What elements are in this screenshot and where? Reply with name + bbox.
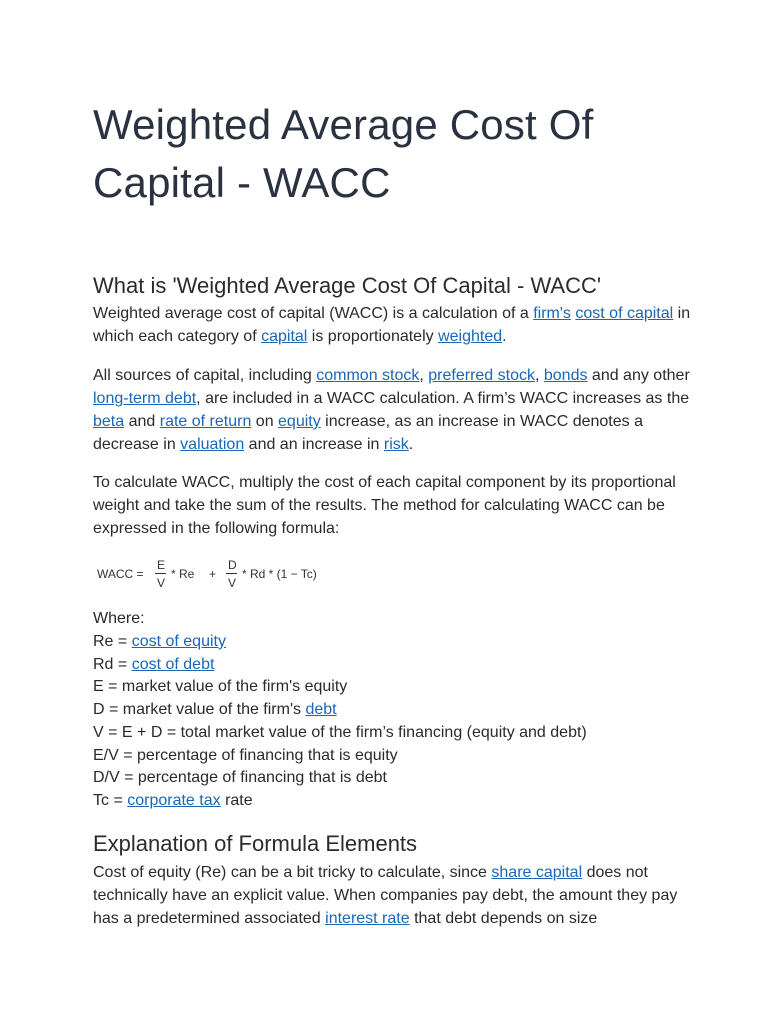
text-run: Tc =	[93, 792, 128, 809]
link-debt[interactable]: debt	[305, 701, 337, 718]
explanation-paragraph	[93, 861, 693, 930]
page-title: Weighted Average Cost Of Capital - WACC	[93, 101, 594, 206]
link-equity[interactable]: equity	[278, 413, 321, 430]
link-interest-rate[interactable]: interest rate	[325, 910, 410, 927]
text-run: Cost of equity (Re) can be a bit tricky to calculate, since	[93, 864, 492, 881]
section-heading-explanation: Explanation of Formula Elements	[93, 831, 418, 856]
text-run: , are included in a WACC calculation. A firm’s WACC increases as the	[196, 390, 690, 407]
link-cost-of-debt[interactable]: cost of debt	[131, 655, 215, 673]
def-rd	[93, 654, 693, 677]
sources-paragraph	[93, 364, 693, 456]
formula-plus: +	[209, 567, 217, 581]
text-run: on	[251, 413, 279, 430]
link-cost-of-equity[interactable]: cost of equity	[131, 632, 226, 650]
link-share-capital[interactable]: share capital	[491, 864, 583, 881]
calculation-paragraph: To calculate WACC, multiply the cost of each capital component by its proportional weight and take the sum of the results. The method for calculating WACC can be expressed in the following formula:	[93, 474, 676, 537]
text-run: in which each category of	[93, 305, 691, 345]
link-weighted[interactable]: weighted	[438, 328, 503, 345]
formula-d-numerator: D	[228, 558, 237, 572]
def-e: E = market value of the firm's equity	[93, 678, 348, 696]
formula-re: * Re	[171, 567, 195, 581]
link-firms[interactable]: firm's	[533, 305, 571, 322]
link-cost-of-capital[interactable]: cost of capital	[575, 305, 674, 322]
link-capital[interactable]: capital	[261, 328, 308, 345]
text-run: increase, as an increase in WACC denotes a decrease in	[93, 413, 643, 453]
text-run: rate	[220, 792, 253, 809]
wacc-formula	[97, 556, 347, 592]
link-long-term-debt[interactable]: long-term debt	[93, 390, 197, 407]
link-bonds[interactable]: bonds	[543, 367, 588, 384]
text-run: Re =	[93, 632, 132, 650]
text-run: .	[408, 436, 414, 453]
formula-d-denominator: V	[228, 576, 237, 590]
text-run: All sources of capital, including	[93, 367, 317, 384]
text-run: and any other	[587, 367, 690, 384]
link-rate-of-return[interactable]: rate of return	[159, 413, 252, 430]
link-valuation[interactable]: valuation	[180, 436, 245, 453]
formula-lhs: WACC =	[97, 567, 144, 581]
fraction-bar	[155, 573, 166, 574]
text-run: that debt depends on size	[409, 910, 598, 927]
where-definitions	[93, 608, 693, 813]
def-v: V = E + D = total market value of the firm’s financing (equity and debt)	[93, 723, 587, 741]
where-label: Where:	[93, 610, 145, 627]
formula-rd: * Rd * (1 − Tc)	[242, 567, 317, 581]
link-beta[interactable]: beta	[93, 413, 125, 430]
text-run: ,	[534, 367, 544, 384]
text-run: and	[124, 413, 160, 430]
section-heading-what-is-wacc: What is 'Weighted Average Cost Of Capital - WACC'	[93, 273, 602, 298]
text-run: is proportionately	[307, 328, 439, 345]
link-preferred-stock[interactable]: preferred stock	[428, 367, 535, 384]
def-tc	[93, 790, 693, 813]
formula-e-numerator: E	[157, 558, 166, 572]
def-dv: D/V = percentage of financing that is debt	[93, 769, 387, 787]
link-corporate-tax[interactable]: corporate tax	[127, 792, 221, 809]
text-run: and an increase in	[244, 436, 384, 453]
link-common-stock[interactable]: common stock	[316, 367, 420, 384]
intro-paragraph	[93, 302, 693, 348]
link-risk[interactable]: risk	[383, 436, 409, 453]
def-d	[93, 699, 693, 722]
text-run: .	[502, 328, 507, 345]
def-re	[93, 631, 693, 654]
def-ev: E/V = percentage of financing that is equity	[93, 746, 398, 764]
text-run: does not technically have an explicit value. When companies pay debt, the amount they pay has a predetermined associated	[93, 864, 678, 927]
text-run: ,	[419, 367, 429, 384]
formula-e-denominator: V	[157, 576, 166, 590]
text-run: Weighted average cost of capital (WACC) is a calculation of a	[93, 305, 534, 322]
text-run: Rd =	[93, 655, 132, 673]
fraction-bar	[226, 573, 237, 574]
text-run: D = market value of the firm's	[93, 701, 306, 718]
